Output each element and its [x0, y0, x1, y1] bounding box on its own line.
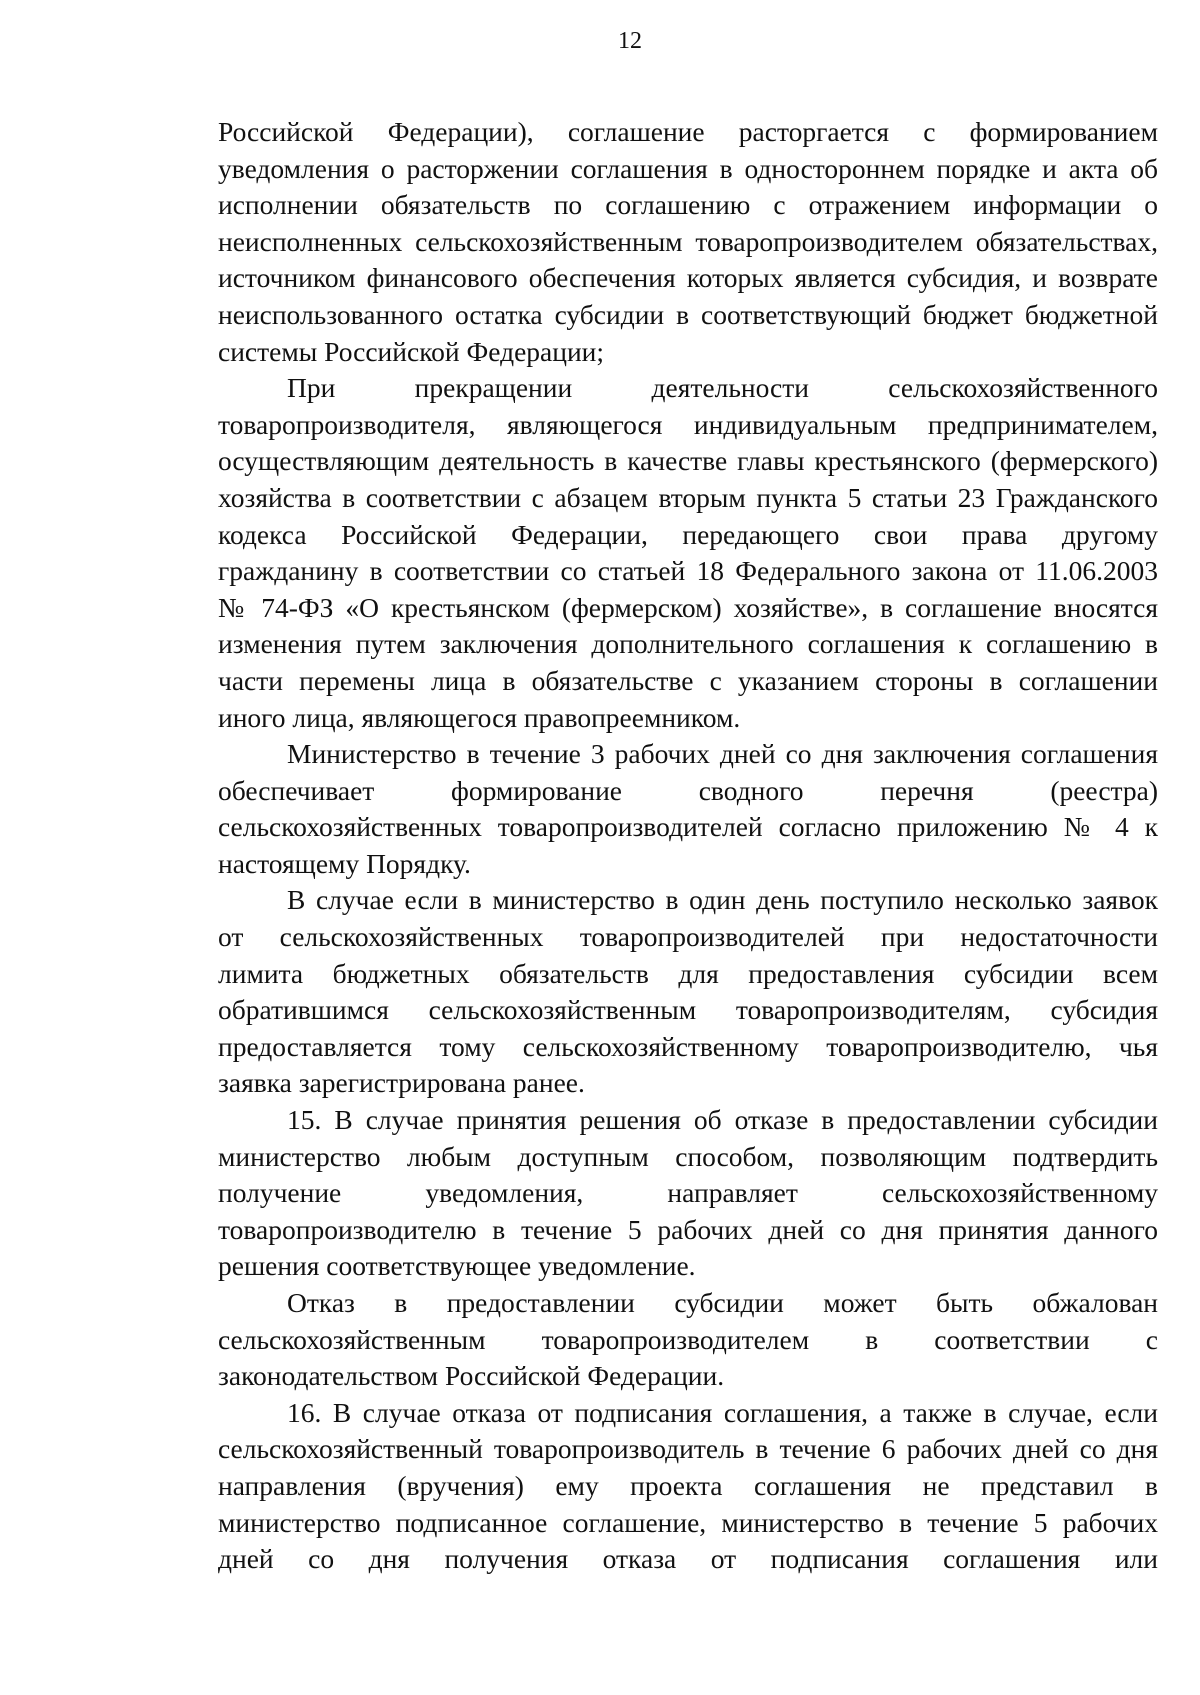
page-number: 12 [618, 28, 642, 54]
text-line: настоящему Порядку. [218, 847, 471, 879]
text-line: системы Российской Федерации; [218, 335, 605, 367]
paragraph [218, 114, 1158, 370]
text-line: товаропроизводителя, являющегося индивидуальным предпринимателем, [218, 408, 1158, 440]
text-line: получение уведомления, направляет сельскохозяйственному [218, 1177, 1158, 1209]
paragraph [218, 1102, 1158, 1285]
text-line: министерство подписанное соглашение, министерство в течение 5 рабочих [218, 1506, 1158, 1538]
text-line: исполнении обязательств по соглашению с отражением информации о [218, 189, 1158, 221]
text-line: хозяйства в соответствии с абзацем вторым пункта 5 статьи 23 Гражданского [218, 481, 1158, 513]
text-line: 16. В случае отказа от подписания соглашения, а также в случае, если [287, 1396, 1158, 1428]
text-line: от сельскохозяйственных товаропроизводителей при недостаточности [218, 921, 1158, 953]
text-line: лимита бюджетных обязательств для предоставления субсидии всем [218, 957, 1158, 989]
text-line: предоставляется тому сельскохозяйственному товаропроизводителю, чья [218, 1030, 1158, 1062]
text-line: сельскохозяйственных товаропроизводителей согласно приложению № 4 к [218, 811, 1158, 843]
text-line: неисполненных сельскохозяйственным товаропроизводителем обязательствах, [218, 225, 1158, 257]
text-line: неиспользованного остатка субсидии в соответствующий бюджет бюджетной [218, 298, 1158, 330]
text-line: обратившимся сельскохозяйственным товаропроизводителям, субсидия [218, 994, 1158, 1026]
text-line: заявка зарегистрирована ранее. [218, 1067, 585, 1099]
paragraph [218, 1395, 1158, 1578]
text-line: В случае если в министерство в один день поступило несколько заявок [287, 884, 1158, 916]
text-line: Отказ в предоставлении субсидии может быть обжалован [287, 1287, 1158, 1318]
paragraph [218, 370, 1158, 736]
text-line: кодекса Российской Федерации, передающего свои права другому [218, 518, 1158, 550]
text-line: При прекращении деятельности сельскохозяйственного [287, 372, 1158, 404]
text-line: гражданину в соответствии со статьей 18 Федерального закона от 11.06.2003 [218, 555, 1158, 587]
text-line: Министерство в течение 3 рабочих дней со дня заключения соглашения [287, 738, 1158, 770]
text-line: законодательством Российской Федерации. [218, 1360, 725, 1392]
text-line: иного лица, являющегося правопреемником. [218, 701, 741, 733]
text-line: товаропроизводителю в течение 5 рабочих дней со дня принятия данного [218, 1213, 1158, 1245]
text-line: обеспечивает формирование сводного перечня (реестра) [218, 774, 1158, 806]
document-body [218, 114, 1158, 1578]
paragraph [218, 736, 1158, 882]
text-line: направления (вручения) ему проекта соглашения не представил в [218, 1469, 1158, 1501]
text-line: сельскохозяйственным товаропроизводителем в соответствии с [218, 1323, 1158, 1355]
text-line: уведомления о расторжении соглашения в одностороннем порядке и акта об [218, 152, 1158, 184]
text-line: министерство любым доступным способом, позволяющим подтвердить [218, 1140, 1158, 1172]
text-line: осуществляющим деятельность в качестве главы крестьянского (фермерского) [218, 445, 1158, 477]
text-line: № 74-ФЗ «О крестьянском (фермерском) хозяйстве», в соглашение вносятся [218, 591, 1158, 623]
paragraph [218, 882, 1158, 1102]
text-line: Российской Федерации), соглашение расторгается с формированием [218, 116, 1158, 147]
text-line: части перемены лица в обязательстве с указанием стороны в соглашении [218, 664, 1158, 696]
text-line: решения соответствующее уведомление. [218, 1250, 696, 1282]
text-line: источником финансового обеспечения которых является субсидия, и возврате [218, 262, 1158, 294]
text-line: изменения путем заключения дополнительного соглашения к соглашению в [218, 628, 1158, 660]
text-line: 15. В случае принятия решения об отказе в предоставлении субсидии [287, 1104, 1158, 1136]
paragraph [218, 1285, 1158, 1395]
text-line: сельскохозяйственный товаропроизводитель в течение 6 рабочих дней со дня [218, 1433, 1158, 1465]
text-line: дней со дня получения отказа от подписания соглашения или [218, 1543, 1158, 1575]
